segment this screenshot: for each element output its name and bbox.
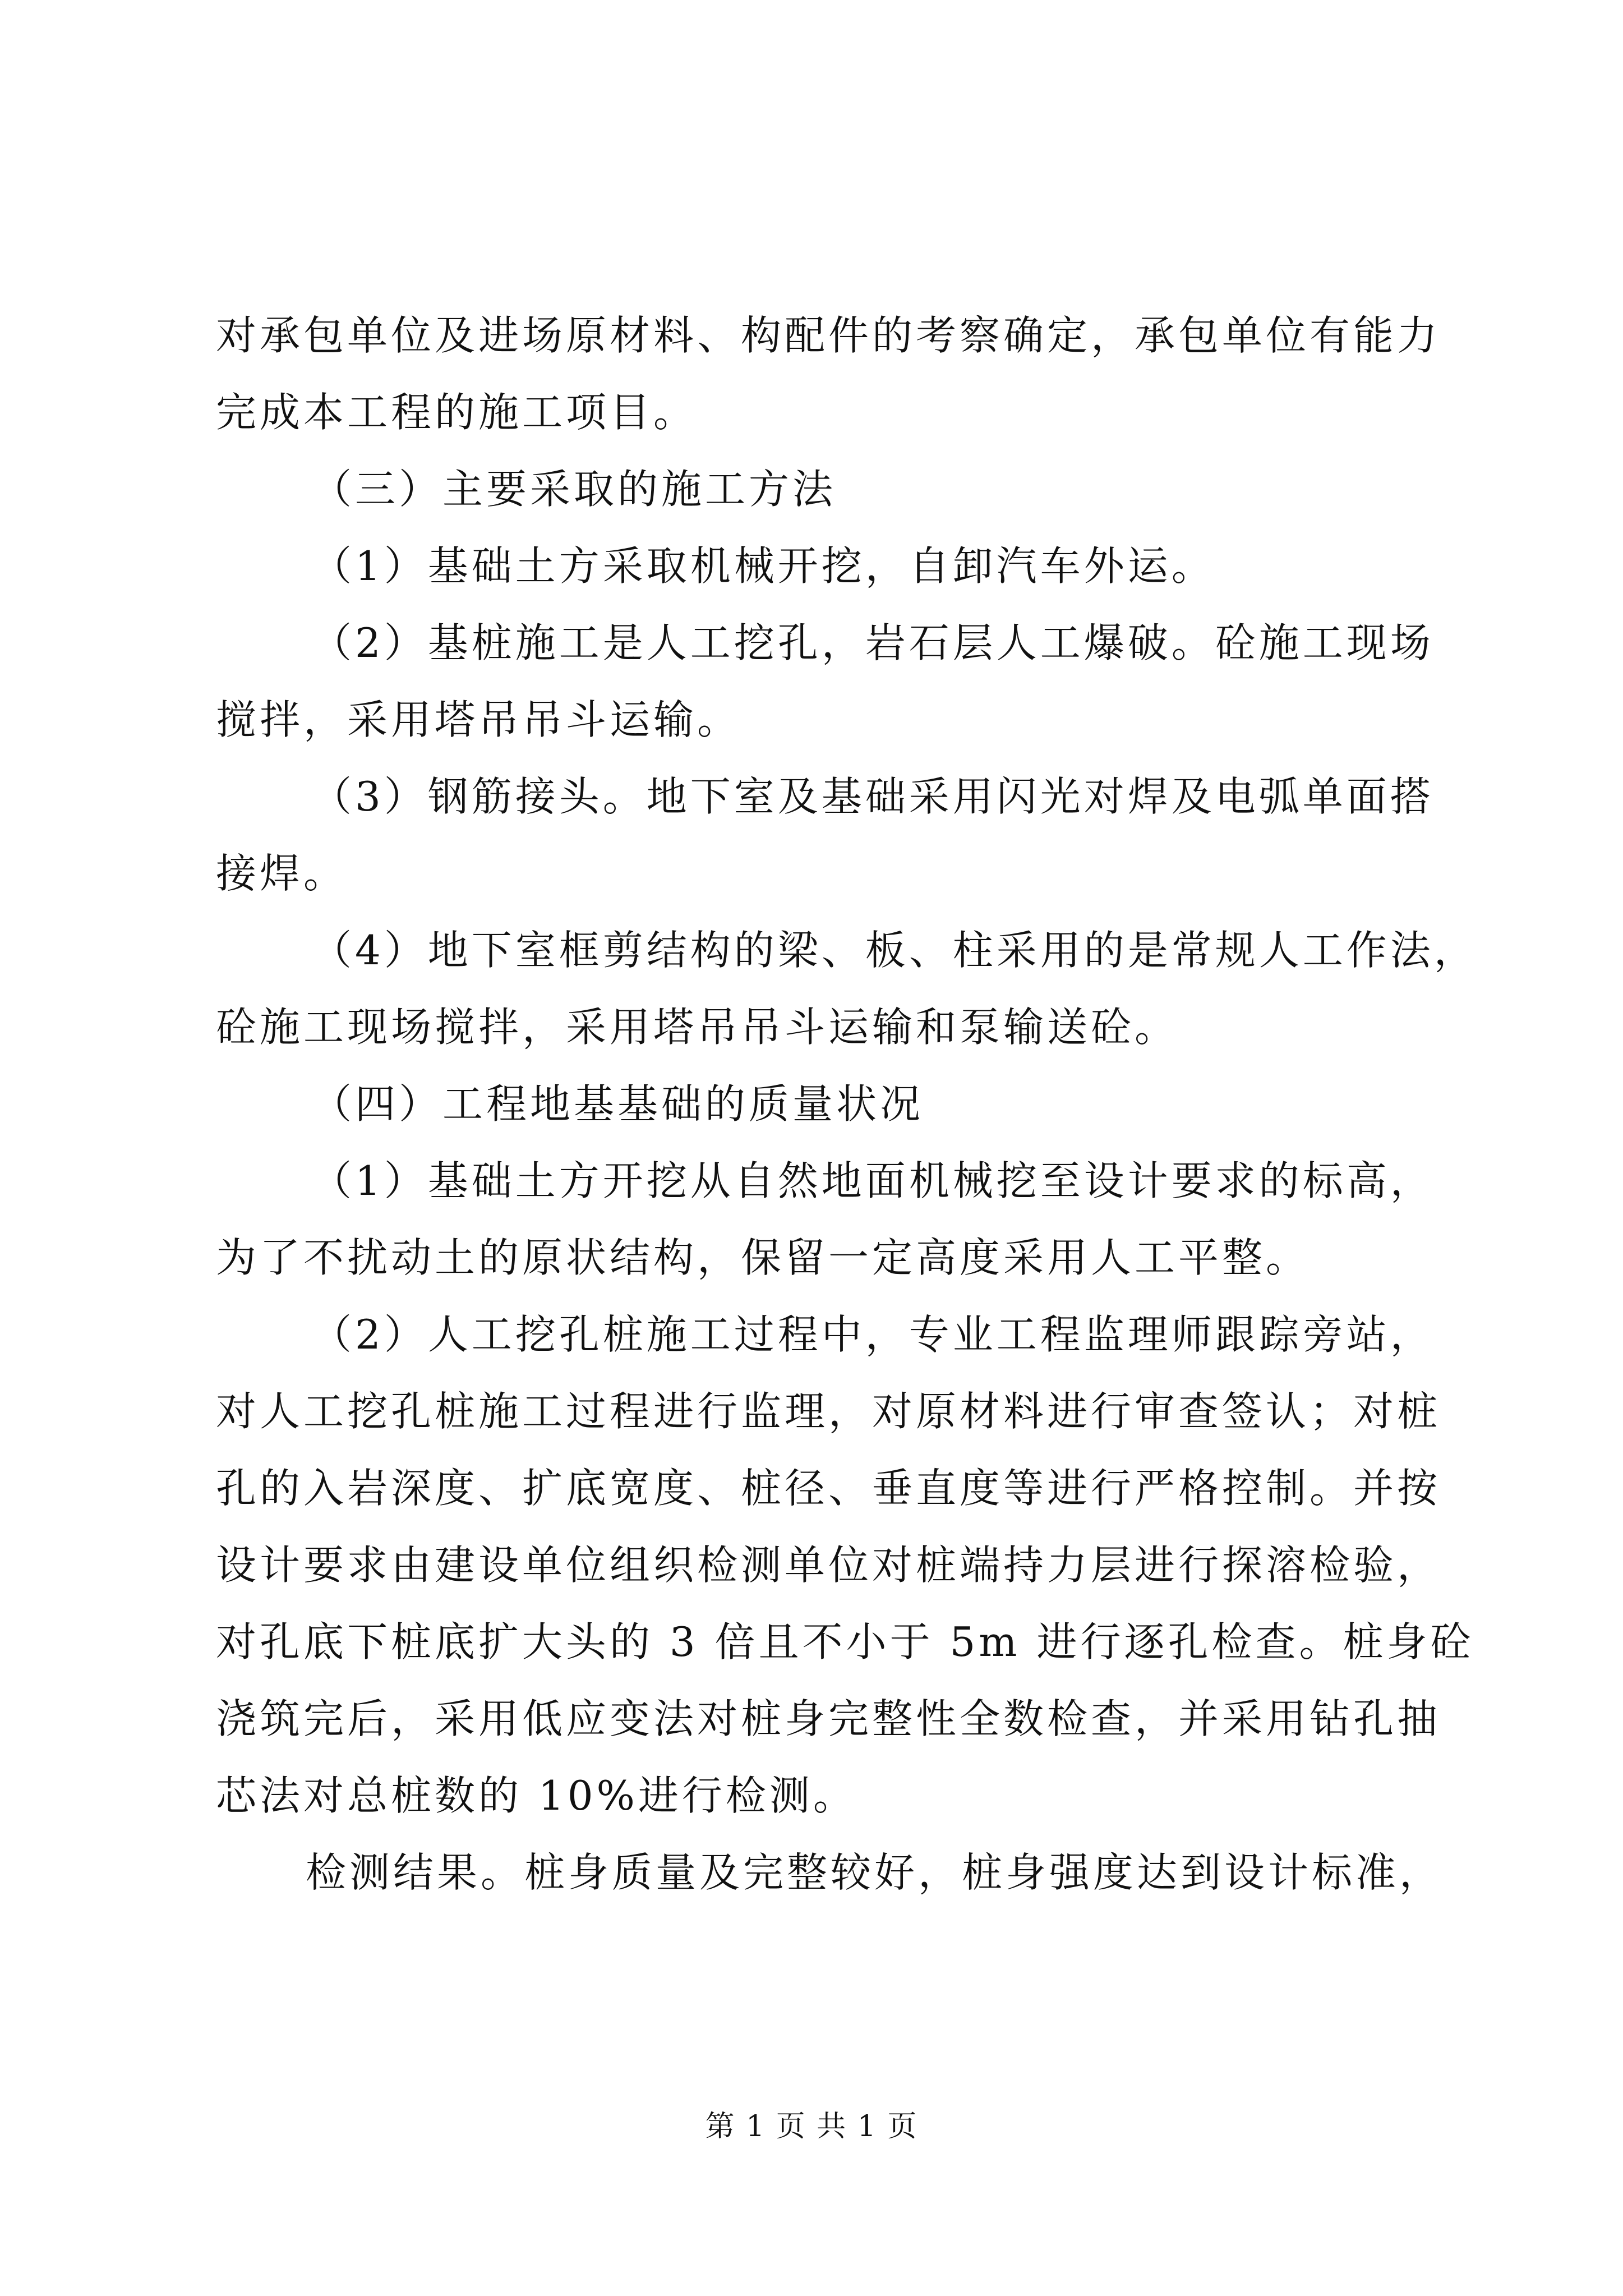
text-line: （3）钢筋接头。地下室及基础采用闪光对焊及电弧单面搭 bbox=[311, 773, 1434, 820]
text-line: 孔的入岩深度、扩底宽度、桩径、垂直度等进行严格控制。并按 bbox=[216, 1465, 1441, 1512]
text-line: 对承包单位及进场原材料、构配件的考察确定，承包单位有能力 bbox=[216, 312, 1441, 359]
text-line: 接焊。 bbox=[216, 850, 348, 897]
text-line: 为了不扰动土的原状结构，保留一定高度采用人工平整。 bbox=[216, 1234, 1310, 1281]
text-line: 砼施工现场搅拌，采用塔吊吊斗运输和泵输送砼。 bbox=[216, 1004, 1179, 1051]
text-line: （2）基桩施工是人工挖孔，岩石层人工爆破。砼施工现场 bbox=[311, 619, 1434, 666]
text-line: （1）基础土方采取机械开挖，自卸汽车外运。 bbox=[311, 542, 1215, 590]
text-line: 设计要求由建设单位组织检测单位对桩端持力层进行探溶检验， bbox=[216, 1542, 1441, 1589]
text-line: 完成本工程的施工项目。 bbox=[216, 389, 698, 436]
section-heading: （四）工程地基基础的质量状况 bbox=[311, 1080, 924, 1128]
text-line: 搅拌，采用塔吊吊斗运输。 bbox=[216, 696, 741, 743]
text-line: 对孔底下桩底扩大头的 3 倍且不小于 5m 进行逐孔检查。桩身砼 bbox=[216, 1618, 1474, 1665]
page-footer bbox=[0, 2102, 1623, 2145]
page-number-label: 第 1 页 共 1 页 bbox=[705, 2110, 918, 2143]
text-line: （2）人工挖孔桩施工过程中，专业工程监理师跟踪旁站， bbox=[311, 1311, 1434, 1358]
text-line: 芯法对总桩数的 10%进行检测。 bbox=[216, 1772, 857, 1819]
text-line: （1）基础土方开挖从自然地面机械挖至设计要求的标高， bbox=[311, 1157, 1434, 1204]
document-body bbox=[216, 297, 1478, 1911]
text-line: 浇筑完后，采用低应变法对桩身完整性全数检查，并采用钻孔抽 bbox=[216, 1695, 1441, 1742]
text-line: 对人工挖孔桩施工过程进行监理，对原材料进行审查签认；对桩 bbox=[216, 1388, 1441, 1435]
text-line: （4）地下室框剪结构的梁、板、柱采用的是常规人工作法， bbox=[311, 927, 1478, 974]
section-heading: （三）主要采取的施工方法 bbox=[311, 466, 837, 513]
text-line: 检测结果。桩身质量及完整较好，桩身强度达到设计标准， bbox=[306, 1849, 1444, 1896]
